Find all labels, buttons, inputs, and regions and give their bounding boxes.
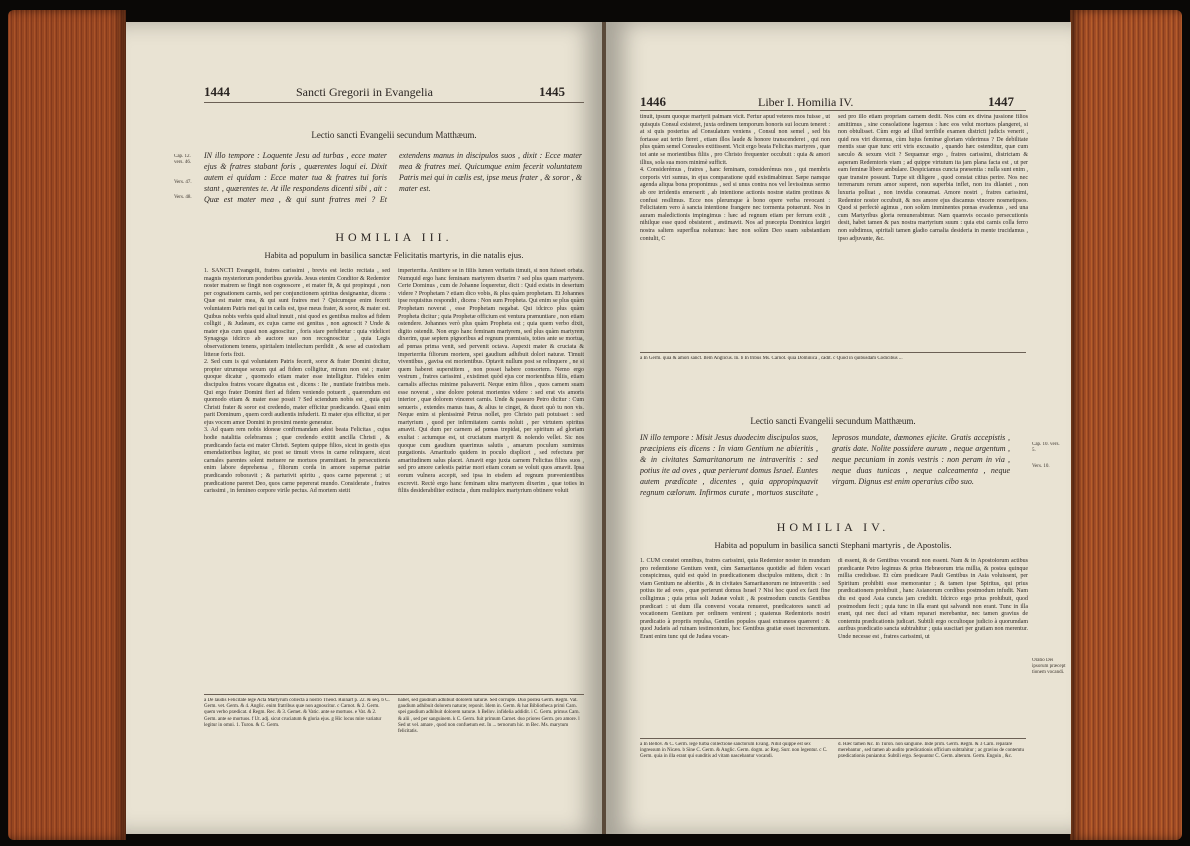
left-page-edges xyxy=(8,10,126,840)
footnote-rule xyxy=(204,694,584,695)
running-title: Sancti Gregorii in Evangelia xyxy=(296,85,433,99)
gospel-text: IN illo tempore : Misit Jesus duodecim discipulos suos, præcipiens eis dicens : In viam Gentium ne abieritis , & in civitates Samaritanorum ne intraveritis : sed potius ite ad oves , quæ perierunt domus Israel. Euntes autem prædicate , dicentes , quia appropinquavit regnum cælorum. Infirmos curate , mortuos suscitate , leprosos mundate, dæmones ejicite. Gratis accepistis , gratis date. Nolite possidere aurum , neque argentum , neque pecuniam in zonis vestris : non peram in via , neque duas tunicas , neque calceamenta , neque virgam. Dignus est enim operarius cibo suo. xyxy=(640,433,1010,497)
body-column-2: di essent, & de Gentibus vocandi non essent. Nam & in Apostolorum actibus prædicante Petro legimus & prius Hebræorum tria millia, & postea quinque millia credidisse. Et cùm prædicare Pauli Gentibus in Asia voluissent, per Spiritum prohibiti esse memorantur ; & tamen ipse Spiritus, qui prius prædicationem prohibuit , hanc Asianorum cordibus postmodum infudit. Nam diu est quod Asia cuncta jam credidit. Idcirco ergo prius prohibuit, quod postmodum fecit ; quia tunc in illa erant qui salvandi non erant. Tunc in illa erant, qui nec duci ad vitam reparari merebantur, nec tamen gravius de contemtu prædicationis judicari. Subtili ergo occultoque judicio à quorumdam auribus prædicatio sancta subtrahitur ; quia suscitari per gratiam non merentur. Unde necesse est , fratres carissimi, ut xyxy=(838,558,1028,640)
footnote-rule xyxy=(640,352,1026,353)
footnotes-col-1: a De laudis Felicitate lege Acta Martyrum collecta à nostro Theod. Ruinart p. 22. & seq. b C. Germ. vet. Germ. & 4. Anglic. enim fratribus quæ non agnoscitur. c Carnot. & 2. Germ. quem verbo prædicat. d Regm. Rec. & 3. Gemet. & Vatic. ante se mortuos. e Vat. & 2. Germ. ante se mortuos. f Ut. adj. sicut cruciatum & gloria ejus. g Hic locus mire variatur legitur in omni. 1. Turon. & C. Germ. xyxy=(204,698,390,728)
paragraph: 2. Sed cum is qui voluntatem Patris fecerit, soror & frater Domini dicitur, propter utrumque sexum qui ad fidem colligitur, mirum non est ; mater quoque dicatur , quomodo etiam mater esse intelligitur. Fideles enim discipulos fratres vocare dignatus est , dicens : Ite , nuntiate fratribus meis. Qui ergo frater Domini fieri ad fidem veniendo potuerit , quærendum est quomodo etiam & mater esse possit ? Sed sciendum nobis est , quia qui Christi frater & soror est credendo, mater efficitur prædicando. Quasi enim parit Dominum , quem cordi audientis infuderit. Et mater ejus efficitur, si per ejus vocem amor Domini in proximi mente generatur. xyxy=(204,359,390,426)
top-column-2: sed pro illo etiam propriam carnem dedit. Nos cùm ex divina jussione filios amittimus , sine consolatione lugemus : hæc eos velut mortuos plangeret, si non obtulisset. Cùm ergo ad illud terribile examen districti judicis venerit , quid nos viri dicemus, cùm hujus feminæ gloriam viderimus ? De debilitate mentis suæ quæ tunc erit viris excusatio , quando hæc ostenditur, quæ cum sæculo & sexum vicit ? Sequamur ergo , fratres carissimi, districtam & asperam Redemtoris viam ; ad quippe virtutum ita jam plana facta est , ut per eam feminæ libere ambulare. Despiciamus cuncta præsentia : nulla sunt enim , quæ transire possunt. Turpe sit diligere , quod constat citius perire. Nos nec terrenarum rerum amor superet, non superbia inflet, non ira dilaniet , non luxuria polluat , non invidia consumat. Amore nostri , fratres carissimi, Redemtor noster occubuit, & nos amore ejus discamus vincere nosmetipsos. Quod si perfectè agimus , non solùm imminentes pœnas evademus , sed una cum Martyribus gloria remunerabimur. Nam quamvis occasio persecutionis desit, habet tamen & pax nostra martyrium suum : quia etsi carnis colla ferro non subdimus, spiritali tamen gladio carnalia desideria in mente trucidamus , ipso adjuvante, &c. xyxy=(838,114,1028,242)
right-page-edges xyxy=(1070,10,1182,840)
homilia-title: HOMILIA IV. xyxy=(776,520,890,534)
body-column-1: 1. CUM constet omnibus, fratres carissimi, quia Redemtor noster in mundum pro redemtione Gentium venit, cùm Samaritanos quotidie ad fidem vocari conspicimus, quid est quòd in prædicationem discipulos mittens, dicit : In viam Gentium ne abieritis , & in civitates Samaritanorum ne intraveritis : sed potius ite ad oves , quæ perierunt domus Israel ? Nisi hoc quod ex facti fine colligimus ; quia prius soli Judææ voluit , & postmodum cunctis Gentibus prædicari : ut dum illa conversi vocata renueret, prædicatores sancti ad vocationem Gentium per ordinem venirent ; quatenus Redemtoris nostri prædicatio à propriis repulsa, Gentiles populos quasi extraneos quæreret : & quod Judæis ad ruinam testimonium, hoc Gentibus gratiæ esset incrementum. Erant enim tunc qui de Judæa vocan- xyxy=(640,558,830,640)
page-number-right: 1445 xyxy=(539,84,565,99)
footnotes-col-2: habet, sed gaudium adhibuit dolorem naturæ. Sed corrupte. Duo postea Germ. Regm. Vat. gaudium adhibuit dolorem naturæ; reponit. Idem in. Germ. & hat Bibliotheca primi Carn. spei gaudium adhibuit dolorem naturæ. h Bellov. infidelia addidit. i C. Germ. primus Carn. & alii , sed per sanguinem. k C. Germ. fuit primum Carnet. duo priores Germ. pro amore. l Sed ut vel. amare , quod non confuetum est. In ... ternorum hic. m Bec. Ms. marytum felicitatis. xyxy=(398,698,580,735)
paragraph: 1. SANCTI Evangelii, fratres carissimi , brevis est lectio recitata , sed magnis mysteriorum ponderibus gravida. Jesus etenim Conditor & Redemtor noster matrem se fingit non cognoscere , et mater fit, & qui propinqui , non per cognationem carnis, sed per conjunctionem spiritus designantur, dicens : Quæ est mater mea, & qui sunt fratres mei ? Quicumque enim fecerit voluntatem Patris mei qui in cælis est, ipse meus frater, & soror, & mater est. Quibus nobis verbis quid aliud innuit , nisi quod ex gentibus multos ad fidem colligit , & Judæam, ex cujus carne est genitus , non agnoscit ? Unde & mater ejus cum quasi non agnoscitur , foris stare perhibetur : quia videlicet Synagoga idcirco ab auctore suo non recognoscitur , quia Legis observationem tenens, spiritalem intellectum perdidit , & sese ad custodiam litteræ foris fixit. xyxy=(204,268,390,358)
paragraph: 3. Ad quam rem nobis idoneæ confirmandam adest beata Felicitas , cujus hodie natalitia celebramus ; quæ credendo extitit ancilla Christi , & prædicando facta est mater Christi. Septem quippe filios, sicut in gestis ejus emendatioribus legitur, sic post se timuit vivos in carne relinquere, sicut carnales parentes solent metuere ne mortuos præmittant. In persecutionis enim labore deprehensa , filiorum corda in amore supernæ patriæ prædicando roboravit ; & parturivit spiritu , quos carne pepererat ; ut prædicatione pareret Deo, quos carne pepererat mundo. Considerate , fratres carissimi , in femineo corpore virile pectus. Ad mortem stetit xyxy=(204,427,390,495)
top-footnotes: a In Germ. quia & amori sanct. Item Anglicus. In. b In tribus Ms. Carnot. quia Dominica , cadit. c Quod in quibusdam Codicibus ... xyxy=(640,356,903,361)
margin-note: Vers. 48. xyxy=(174,194,192,200)
right-page xyxy=(606,22,1071,834)
page-number-left: 1444 xyxy=(204,84,230,99)
gospel-margin xyxy=(174,154,200,201)
gospel-text: IN illo tempore : Loquente Jesu ad turbas , ecce mater ejus & fratres stabant foris , quærentes loqui ei. Dixit autem ei quidam : Ecce mater tua & fratres tui foris stant , quærentes te. At ille respondens dicenti sibi , ait : Quæ est mater mea , & qui sunt fratres mei ? Et extendens manus in discipulos suos , dixit : Ecce mater mea & fratres mei. Quicumque enim fecerit voluntatem Patris mei qui in cælis est, ipse meus frater , & soror , & mater est. xyxy=(204,151,582,204)
margin-note: Vers. 10. xyxy=(1032,464,1050,470)
footnotes-col-1: a In Bellov. & C. Germ. lege turba collectione sanctorum Evang. Nihil quippe est sex ingressum in Nicæn. b Sine C. Germ. & Anglic. Germ. dogm. ac Reg. Surr. non legentur. c C. Germ. quia in illa erant qui sunditis ad vitam nascebantur vocandi. xyxy=(640,742,828,760)
footnote-rule xyxy=(640,738,1026,739)
margin-note: Cap. 12. vers. 46. xyxy=(174,154,192,166)
body-column-1 xyxy=(204,268,390,688)
footnotes-col-2: d. Hæc tamen &c. In Turon. non sanguine. Inde prim. Germ. Regm. & 3 Carn. reparare merebantur , sed tamen ab audito prædicationis officium subtrahitur ; ac gravius de contemtu prædicationis puniantur. Subtili ergo. Sequuntur C. Germ. alterum. Germ. Engoin , &c. xyxy=(838,742,1024,760)
habita-line: Habita ad populum in basilica sanctæ Felicitatis martyris, in die natalis ejus. xyxy=(264,250,524,260)
lectio-heading: Lectio sancti Evangelii secundum Matthæum. xyxy=(750,416,916,426)
body-column-2: imperterrita. Amittere se in filiis lumen veritatis timuit, si non fuisset orbata. Numquid ergo hanc feminam martyrem dixerim ? sed plus quam martyrem. Certe Dominus , cum de Johanne loqueretur, dicit : Quid existis in desertum videre ? Prophetam ? etiam dico vobis, & plus quàm prophetam. Et Johannes ipse requisitus respondit , dicens : Non sum Propheta. Qui enim se plus quàm Prophetam noverat , esse Prophetam negabat. Qui idcirco plus quàm Propheta dicitur ; quia Prophetæ officium est ventura prænuntiare , non etiam ostendere. Johannes verò plus quàm Propheta est ; quia quem verbo dixit, digito ostendit. Non ergo hanc feminam martyrem, sed plus quàm martyrem dixerim, quæ septem pignoribus ad regnum præmissis, toties ante se mortua, ad pœnas prima venit, sed pervenit octava. Aspexit mater & cruciata & imperterrita filiorum mortem, spei gaudium adhibuit dolori naturæ. Timuit viventibus , gavisa est morientibus. Optavit nullum post se relinquere , ne si quem haberet superstitem , non posset habere consortem. Nemo ergo vestrum , fratres carissimi , existimet quòd ejus cor morientibus filiis, etiam carnalis affectus minime pulsaverit. Neque enim filios , quos camem suam esse noverat , sine dolore poterat morientes videre : sed erat vis amoris interior , quæ dolorem vinceret carnis. Unde & passuro Petro dicitur : Cum senueris , extendes manus tuas, & alius te cinget, & ducet quò tu non vis. Neque enim si plenissimè Petrus nollet, pro Christo pati potuisset : sed martyrium , quod per infirmitatem carnis noluit , per virtutem spiritus amavit. Qui dum per carnem ad pœnas trepidat, per spiritum ad gloriam exultat : actumque est, ut cruciatum martyrii & nolendo vellet. Sic nos quoque cum gaudium quærimus salutis , amarum poculum sumimus purgationis. Amaritudo quidem in poculo displicet , sed refectura per amaritudinem salus placet. Amavit ergo juxta carnem Felicitas filios suos , sed pro amore cælestis patriæ mori etiam coram se voluit quos amavit. Ipsa eorum vulnera accepit, sed ipsa in eisdem ad regnum prævenientibus excrevit. Rectè ergo hanc feminam ultra martyrem dixerim , quæ toties in filiis desiderabiliter extincta , dum multiplex martyrium obtinere voluit xyxy=(398,268,584,495)
left-page xyxy=(126,22,605,834)
header-rule xyxy=(204,102,584,103)
margin-note: Cap. 10. vers. 5. xyxy=(1032,442,1060,454)
running-title: Liber I. Homilia IV. xyxy=(758,95,854,109)
page-number-left: 1446 xyxy=(640,94,666,109)
header-rule xyxy=(640,110,1026,111)
margin-note: Vers. 47. xyxy=(174,180,192,186)
homilia-title: HOMILIA III. xyxy=(335,230,453,244)
paragraph: 4. Considerémus , fratres , hanc feminam, considerémus nos , qui membris corporis viri sumus, in ejus comparatione quid existimabimur. Sæpe namque agenda aliqua bona proponimus , sed si unus contra nos vel levissimus sermo ab ore irridentis emerserit , ab intentione actionis nostræ statim protinus & confusi resilimus. Ecce nos plerumque à bono opere verba revocant : Felicitatem vero à sancta intentione frangere nec tormenta potuerunt. Nos in auram maledictionis impingimus : hæc ad regnum etiam per ferrum exiit , nihilque esse quod obsisteret , æstimavit. Nos ad præcepta Dominica largiri nostra saltem superflua nolumus: hæc non solùm Deo suam substantiam contulit, C xyxy=(640,167,830,242)
side-margin-note: Oratio Dei ipsorum præcept tionem vocandi. xyxy=(1032,658,1066,676)
book xyxy=(8,10,1182,840)
paragraph: tinuit, ipsum quoque martyrii palmam vicit. Fertur apud veteres mos fuisse , ut quisquis Consul existeret, juxta ordinem temporum honoris sui locum teneret : at si quis posterius ad Consulatum veniens , Consul non semel , sed bis fortasse aut tertio fieret , etiam illos laude & honore transcenderet , qui non plus quàm semel Consules extitissent. Vicit ergo beata Felicitas martyres , quæ tot ante se morientibus filiis , pro Christo frequenter occubuit : quia & amori illius, sola sua mors minimè sufficit. xyxy=(640,114,830,166)
gospel-margin xyxy=(1032,442,1064,471)
lectio-heading: Lectio sancti Evangelii secundum Matthæum. xyxy=(311,130,477,140)
top-column-1 xyxy=(640,114,830,348)
habita-line: Habita ad populum in basilica sancti Stephani martyris , de Apostolis. xyxy=(714,540,952,550)
page-number-right: 1447 xyxy=(988,94,1014,109)
